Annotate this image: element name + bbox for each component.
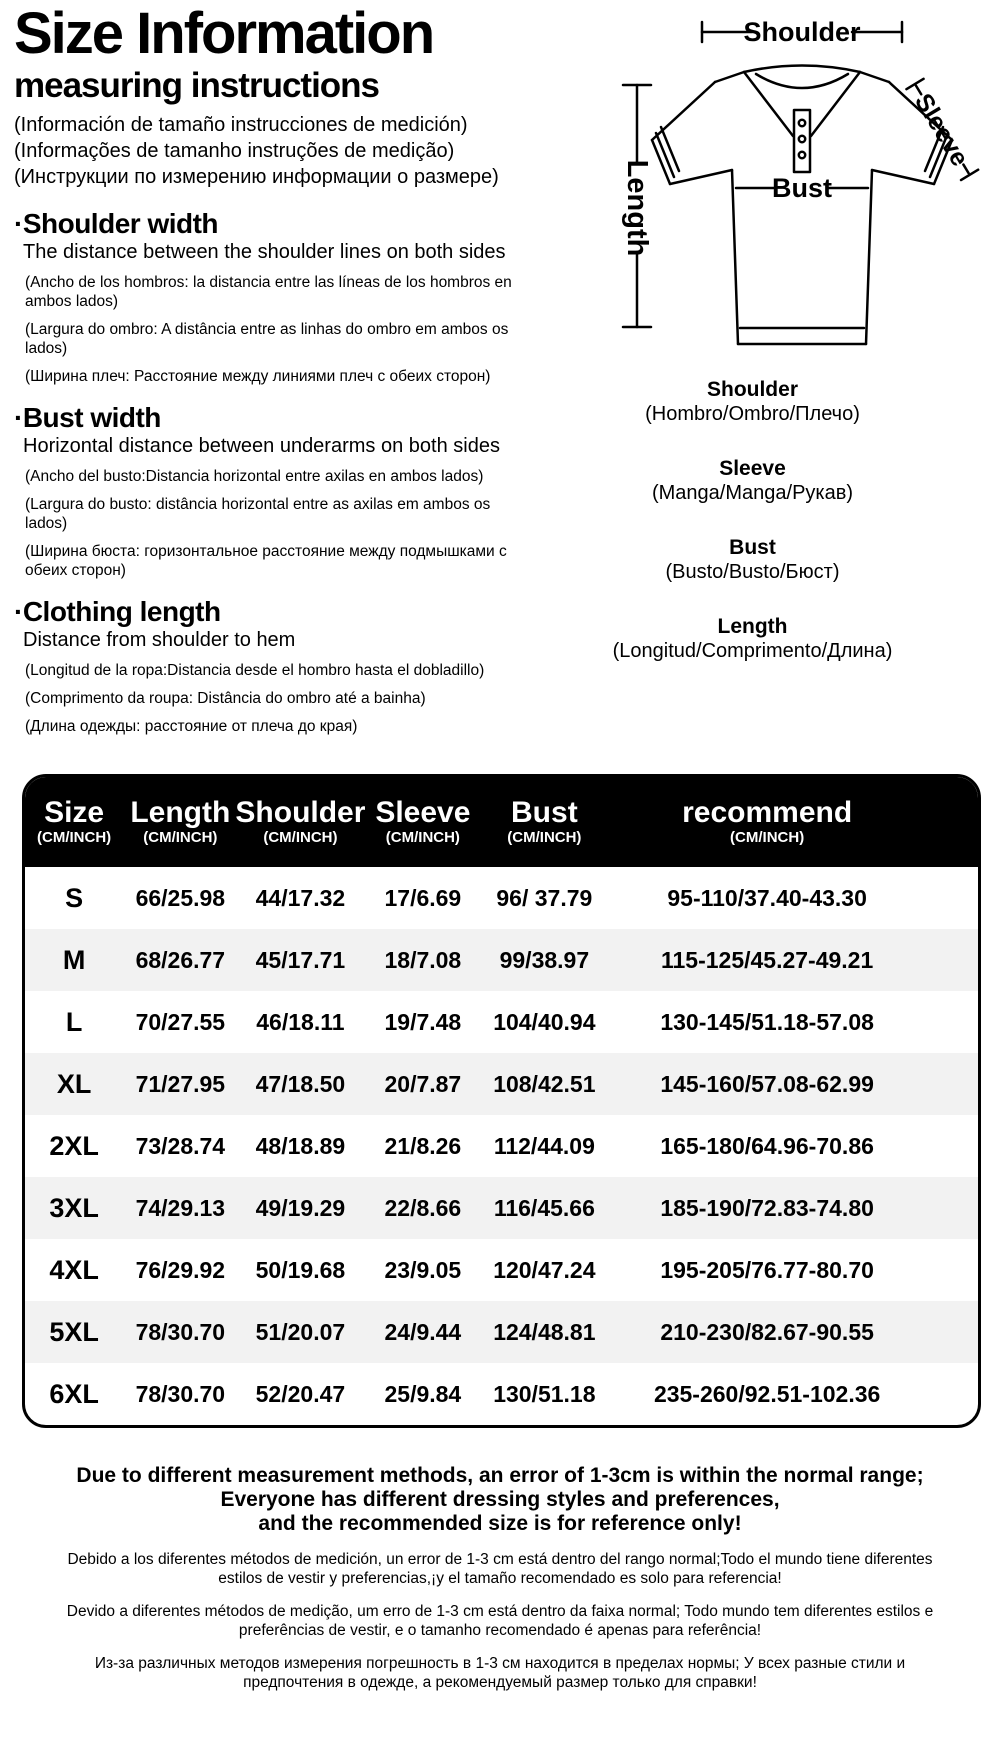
- cell-recommend: 185-190/72.83-74.80: [660, 1194, 874, 1221]
- diagram-sleeve-label: Sleeve: [909, 88, 974, 172]
- column-unit: (CM/INCH): [263, 829, 338, 846]
- size-table-row: [25, 929, 978, 991]
- section-title: ·Clothing length: [14, 596, 221, 628]
- legend-term: Bust: [729, 536, 776, 559]
- section-translation-pt: (Comprimento da roupa: Distância do ombro até a bainha): [25, 690, 426, 708]
- section-translation-es: (Ancho del busto:Distancia horizontal entre axilas en ambos lados): [25, 468, 484, 486]
- notice-es: Debido a los diferentes métodos de medición, un error de 1-3 cm está dentro del rango normal;Todo el mundo tiene diferentes estilos de vestir y preferencias,¡y el tamaño recomendado es solo para referencia!: [67, 1551, 933, 1587]
- cell-bust: 116/45.66: [493, 1194, 595, 1221]
- cell-size: S: [65, 882, 84, 913]
- cell-sleeve: 18/7.08: [384, 946, 462, 973]
- column-header-bust: [482, 797, 606, 847]
- column-unit: (CM/INCH): [143, 829, 218, 846]
- section-title: ·Shoulder width: [14, 208, 219, 240]
- notice-en-line1: Due to different measurement methods, an error of 1-3cm is within the normal range;: [76, 1464, 924, 1487]
- cell-bust: 104/40.94: [493, 1008, 596, 1035]
- cell-length: 74/29.13: [135, 1194, 226, 1221]
- column-unit: (CM/INCH): [507, 829, 582, 846]
- cell-length: 78/30.70: [135, 1318, 226, 1345]
- section-translation-ru: (Ширина плеч: Расстояние между линиями плеч с обеих сторон): [25, 368, 491, 386]
- size-table: [22, 774, 981, 1428]
- cell-length: 70/27.55: [135, 1008, 226, 1035]
- cell-bust: 124/48.81: [493, 1318, 596, 1345]
- cell-shoulder: 46/18.11: [256, 1008, 345, 1035]
- cell-length: 76/29.92: [135, 1256, 226, 1283]
- legend-translation: (Hombro/Ombro/Плечо): [645, 403, 860, 425]
- cell-bust: 130/51.18: [493, 1380, 596, 1407]
- cell-recommend: 165-180/64.96-70.86: [660, 1132, 874, 1159]
- column-label: Size: [44, 796, 105, 829]
- section-description: Horizontal distance between underarms on both sides: [23, 435, 500, 458]
- diagram-length-label: Length: [621, 159, 653, 257]
- diagram-shoulder-label: Shoulder: [743, 17, 861, 47]
- cell-sleeve: 23/9.05: [384, 1256, 462, 1283]
- cell-length: 73/28.74: [135, 1132, 226, 1159]
- notice-en-line2: Everyone has different dressing styles and preferences,: [220, 1488, 780, 1511]
- notice-en-line3: and the recommended size is for reference only!: [258, 1512, 742, 1535]
- column-header-sleeve: [363, 797, 482, 847]
- section-title: ·Bust width: [14, 402, 161, 434]
- section-description: The distance between the shoulder lines on both sides: [23, 241, 506, 264]
- cell-sleeve: 20/7.87: [384, 1070, 462, 1097]
- cell-shoulder: 47/18.50: [255, 1070, 346, 1097]
- column-label: Length: [130, 796, 231, 829]
- cell-sleeve: 19/7.48: [384, 1008, 462, 1035]
- column-unit: (CM/INCH): [730, 829, 805, 846]
- footer-notices: [0, 1464, 1000, 1692]
- cell-size: L: [65, 1006, 83, 1037]
- cell-sleeve: 22/8.66: [384, 1194, 462, 1221]
- legend-term: Shoulder: [706, 378, 798, 401]
- section-translation-es: (Ancho de los hombros: la distancia entre las líneas de los hombros en ambos lados): [25, 274, 512, 311]
- cell-length: 78/30.70: [135, 1380, 226, 1407]
- cell-recommend: 115-125/45.27-49.21: [660, 946, 874, 973]
- cell-bust: 99/38.97: [499, 946, 590, 973]
- column-label: recommend: [682, 796, 853, 829]
- cell-shoulder: 45/17.71: [255, 946, 346, 973]
- cell-size: XL: [56, 1068, 92, 1099]
- cell-shoulder: 49/19.29: [255, 1194, 346, 1221]
- cell-sleeve: 25/9.84: [384, 1380, 462, 1407]
- definition-sections: [14, 208, 552, 736]
- cell-recommend: 130-145/51.18-57.08: [660, 1008, 874, 1035]
- section-translation-ru: (Длина одежды: расстояние от плеча до края): [25, 718, 358, 736]
- section-translation-pt: (Largura do ombro: A distância entre as linhas do ombro em ambos os lados): [25, 321, 509, 358]
- cell-recommend: 145-160/57.08-62.99: [660, 1070, 874, 1097]
- cell-sleeve: 24/9.44: [384, 1318, 462, 1345]
- cell-bust: 108/42.51: [493, 1070, 596, 1097]
- size-table-row: [25, 867, 978, 929]
- size-table-row: [25, 1301, 978, 1363]
- cell-shoulder: 52/20.47: [255, 1380, 346, 1407]
- cell-length: 68/26.77: [135, 946, 226, 973]
- polo-shirt-outline: [652, 66, 952, 345]
- section-bust-width: [14, 402, 552, 580]
- cell-size: 5XL: [49, 1316, 99, 1347]
- size-table-row: [25, 1115, 978, 1177]
- cell-size: 4XL: [49, 1254, 99, 1285]
- cell-shoulder: 44/17.32: [255, 884, 346, 911]
- cell-shoulder: 51/20.07: [255, 1318, 346, 1345]
- column-unit: (CM/INCH): [385, 829, 460, 846]
- polo-shirt-diagram-icon: [552, 12, 992, 362]
- legend-translation: (Longitud/Comprimento/Длина): [612, 640, 893, 662]
- page-subtitle: measuring instructions: [14, 66, 380, 106]
- cell-recommend: 210-230/82.67-90.55: [660, 1318, 874, 1345]
- column-label: Shoulder: [235, 796, 366, 829]
- legend-translation: (Busto/Busto/Бюст): [665, 561, 840, 583]
- subtitle-translation-es: (Información de tamaño instrucciones de medición): [14, 114, 468, 137]
- legend-term: Length: [717, 615, 788, 638]
- column-label: Bust: [511, 796, 578, 829]
- size-table-row: [25, 1363, 978, 1425]
- subtitle-translation-pt: (Informações de tamanho instruções de medição): [14, 140, 455, 163]
- column-header-size: [25, 797, 123, 847]
- cell-sleeve: 21/8.26: [384, 1132, 462, 1159]
- diagram-column: [552, 12, 992, 693]
- cell-sleeve: 17/6.69: [384, 884, 462, 911]
- cell-recommend: 235-260/92.51-102.36: [653, 1380, 881, 1407]
- cell-size: M: [62, 944, 86, 975]
- column-label: Sleeve: [375, 796, 471, 829]
- column-header-length: [123, 797, 237, 847]
- diagram-legend: [580, 377, 925, 664]
- section-clothing-length: [14, 596, 552, 736]
- cell-bust: 120/47.24: [493, 1256, 596, 1283]
- measuring-instructions-block: [14, 1, 552, 736]
- cell-length: 71/27.95: [135, 1070, 226, 1097]
- cell-bust: 112/44.09: [493, 1132, 595, 1159]
- cell-shoulder: 48/18.89: [255, 1132, 346, 1159]
- legend-item-bust: [580, 535, 925, 585]
- column-header-shoulder: [235, 796, 366, 847]
- legend-translation: (Manga/Manga/Рукав): [651, 482, 853, 504]
- button: [799, 152, 805, 158]
- section-translation-pt: (Largura do busto: distância horizontal entre as axilas em ambos os lados): [25, 496, 491, 533]
- cell-size: 6XL: [49, 1378, 99, 1409]
- cell-recommend: 95-110/37.40-43.30: [667, 884, 867, 911]
- column-unit: (CM/INCH): [37, 829, 112, 846]
- page-title: Size Information: [14, 1, 434, 66]
- section-shoulder-width: [14, 208, 552, 386]
- size-table-row: [25, 991, 978, 1053]
- cell-recommend: 195-205/76.77-80.70: [660, 1256, 874, 1283]
- cell-bust: 96/ 37.79: [496, 884, 593, 911]
- legend-item-length: [580, 614, 925, 664]
- diagram-bust-label: Bust: [772, 173, 832, 203]
- cell-shoulder: 50/19.68: [255, 1256, 346, 1283]
- section-translation-ru: (Ширина бюста: горизонтальное расстояние между подмышками с обеих сторон): [25, 543, 507, 580]
- size-table-row: [25, 1053, 978, 1115]
- button: [799, 136, 805, 142]
- legend-item-sleeve: [580, 456, 925, 506]
- column-header-recommend: [606, 797, 978, 847]
- size-table-row: [25, 1177, 978, 1239]
- subtitle-translation-ru: (Инструкции по измерению информации о размере): [14, 166, 499, 189]
- legend-item-shoulder: [580, 377, 925, 427]
- section-translation-es: (Longitud de la ropa:Distancia desde el hombro hasta el dobladillo): [25, 662, 485, 680]
- cell-size: 2XL: [49, 1130, 99, 1161]
- cell-size: 3XL: [49, 1192, 99, 1223]
- size-table-header: [25, 777, 978, 867]
- button: [799, 120, 805, 126]
- section-description: Distance from shoulder to hem: [23, 629, 296, 652]
- cell-length: 66/25.98: [135, 884, 226, 911]
- size-table-row: [25, 1239, 978, 1301]
- notice-pt: Devido a diferentes métodos de medição, um erro de 1-3 cm está dentro da faixa normal; Todo mundo tem diferentes estilos e preferências de vestir, e o tamanho recomendado é apenas para referência!: [66, 1603, 934, 1639]
- notice-ru: Из-за различных методов измерения погрешность в 1-3 см находится в пределах нормы; У всех разные стили и предпочтения в одежде, а рекомендуемый размер только для справки!: [94, 1655, 906, 1691]
- legend-term: Sleeve: [719, 457, 786, 480]
- size-table-body: [25, 867, 978, 1425]
